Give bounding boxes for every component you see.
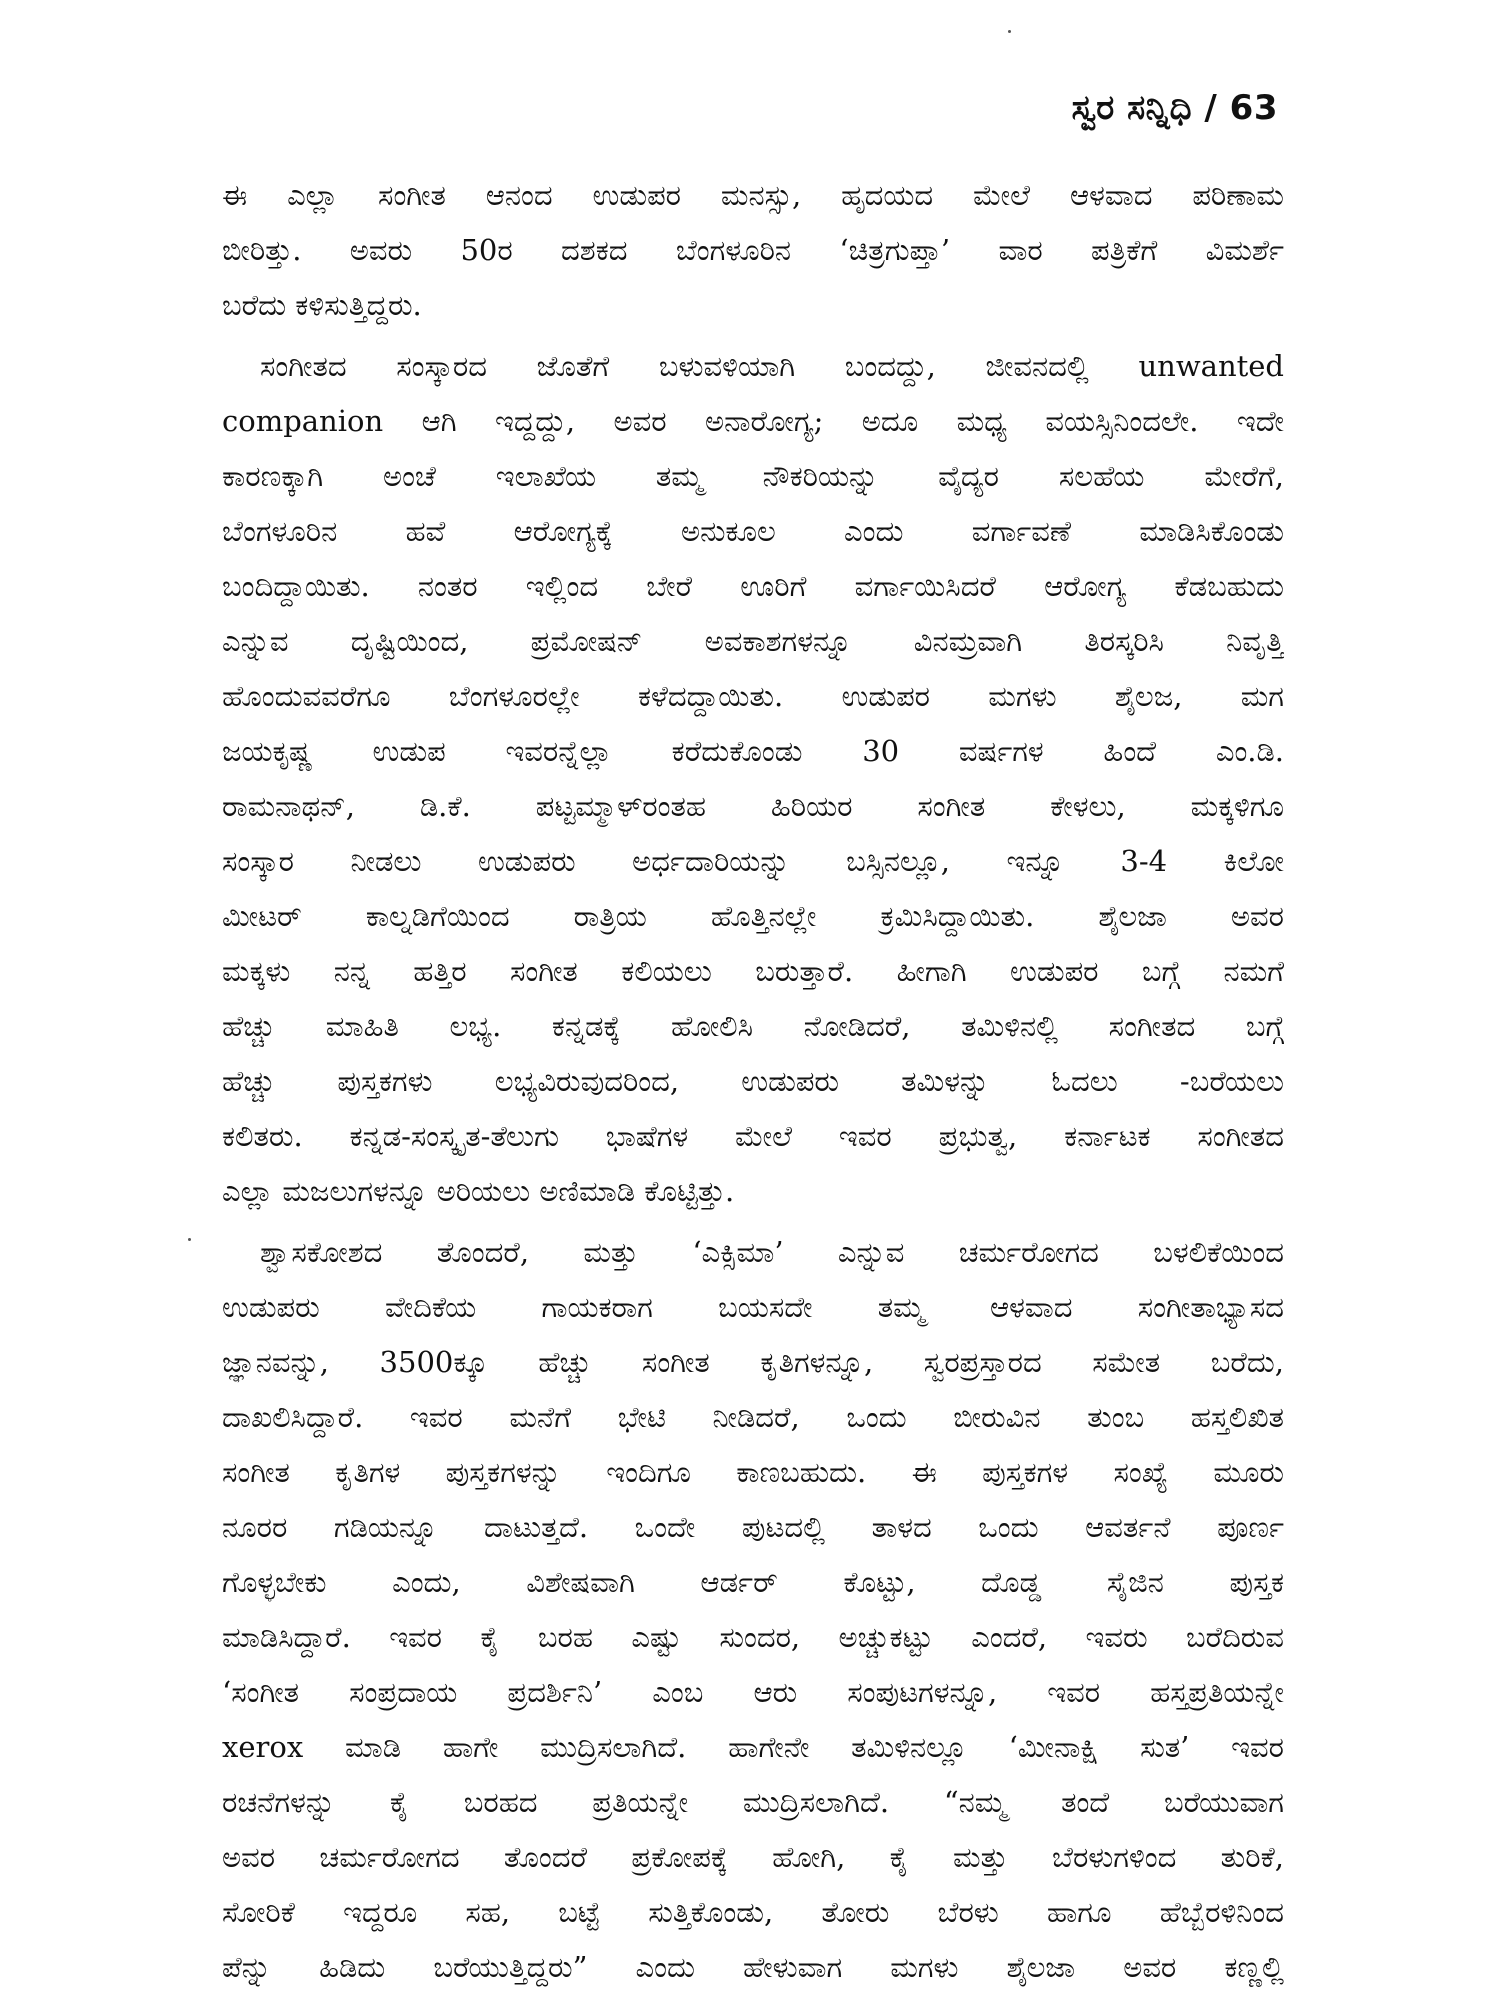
text-line: ಬರೆದು ಕಳಿಸುತ್ತಿದ್ದರು. <box>222 288 422 322</box>
body-text <box>222 168 1284 2001</box>
text-line: ಜ್ಞಾನವನ್ನು, 3500ಕ್ಕೂ ಹೆಚ್ಚು ಸಂಗೀತ ಕೃತಿಗಳನ್ನೂ, ಸ್ವರಪ್ರಸ್ತಾರದ ಸಮೇತ ಬರೆದು, <box>222 1345 1284 1379</box>
text-line: ‘ಸಂಗೀತ ಸಂಪ್ರದಾಯ ಪ್ರದರ್ಶಿನಿ’ ಎಂಬ ಆರು ಸಂಪುಟಗಳನ್ನೂ, ಇವರ ಹಸ್ತಪ್ರತಿಯನ್ನೇ <box>222 1675 1284 1709</box>
text-line: ಎಲ್ಲಾ ಮಜಲುಗಳನ್ನೂ ಅರಿಯಲು ಅಣಿಮಾಡಿ ಕೊಟ್ಟಿತ್ತು. <box>222 1174 735 1208</box>
text-line: ಶ್ವಾಸಕೋಶದ ತೊಂದರೆ, ಮತ್ತು ‘ಎಕ್ಸಿಮಾ’ ಎನ್ನುವ ಚರ್ಮರೋಗದ ಬಳಲಿಕೆಯಿಂದ <box>260 1235 1284 1269</box>
text-line: ಹೊಂದುವವರೆಗೂ ಬೆಂಗಳೂರಲ್ಲೇ ಕಳೆದದ್ದಾಯಿತು. ಉಡುಪರ ಮಗಳು ಶೈಲಜ, ಮಗ <box>222 679 1284 713</box>
text-line: ಕಾರಣಕ್ಕಾಗಿ ಅಂಚೆ ಇಲಾಖೆಯ ತಮ್ಮ ನೌಕರಿಯನ್ನು ವೈದ್ಯರ ಸಲಹೆಯ ಮೇರೆಗೆ, <box>222 459 1284 493</box>
text-line: xerox ಮಾಡಿ ಹಾಗೇ ಮುದ್ರಿಸಲಾಗಿದೆ. ಹಾಗೇನೇ ತಮಿಳಿನಲ್ಲೂ ‘ಮೀನಾಕ್ಷಿ ಸುತ’ ಇವರ <box>222 1730 1284 1764</box>
text-line: ಅವರ ಚರ್ಮರೋಗದ ತೊಂದರೆ ಪ್ರಕೋಪಕ್ಕೆ ಹೋಗಿ, ಕೈ ಮತ್ತು ಬೆರಳುಗಳಿಂದ ತುರಿಕೆ, <box>222 1840 1284 1874</box>
text-line: ಪೆನ್ನು ಹಿಡಿದು ಬರೆಯುತ್ತಿದ್ದರು” ಎಂದು ಹೇಳುವಾಗ ಮಗಳು ಶೈಲಜಾ ಅವರ ಕಣ್ಣಲ್ಲಿ <box>222 1950 1284 1984</box>
text-line: ನೂರರ ಗಡಿಯನ್ನೂ ದಾಟುತ್ತದೆ. ಒಂದೇ ಪುಟದಲ್ಲಿ ತಾಳದ ಒಂದು ಆವರ್ತನೆ ಪೂರ್ಣ <box>222 1510 1284 1544</box>
text-line: ಹೆಚ್ಚು ಮಾಹಿತಿ ಲಭ್ಯ. ಕನ್ನಡಕ್ಕೆ ಹೋಲಿಸಿ ನೋಡಿದರೆ, ತಮಿಳಿನಲ್ಲಿ ಸಂಗೀತದ ಬಗ್ಗೆ <box>222 1009 1284 1043</box>
text-line: ಮೀಟರ್ ಕಾಲ್ನಡಿಗೆಯಿಂದ ರಾತ್ರಿಯ ಹೊತ್ತಿನಲ್ಲೇ ಕ್ರಮಿಸಿದ್ದಾಯಿತು. ಶೈಲಜಾ ಅವರ <box>222 899 1284 933</box>
text-line: ಗೊಳ್ಳಬೇಕು ಎಂದು, ವಿಶೇಷವಾಗಿ ಆರ್ಡರ್ ಕೊಟ್ಟು, ದೊಡ್ಡ ಸೈಜಿನ ಪುಸ್ತಕ <box>222 1565 1284 1599</box>
text-line: ಸಂಗೀತದ ಸಂಸ್ಕಾರದ ಜೊತೆಗೆ ಬಳುವಳಿಯಾಗಿ ಬಂದದ್ದು, ಜೀವನದಲ್ಲಿ unwanted <box>260 349 1284 383</box>
paragraph-1 <box>222 168 1284 333</box>
text-line: companion ಆಗಿ ಇದ್ದದ್ದು, ಅವರ ಅನಾರೋಗ್ಯ; ಅದೂ ಮಧ್ಯ ವಯಸ್ಸಿನಿಂದಲೇ. ಇದೇ <box>222 404 1284 438</box>
paragraph-3 <box>222 1225 1284 1995</box>
text-line: ದಾಖಲಿಸಿದ್ದಾರೆ. ಇವರ ಮನೆಗೆ ಭೇಟಿ ನೀಡಿದರೆ, ಒಂದು ಬೀರುವಿನ ತುಂಬ ಹಸ್ತಲಿಖಿತ <box>222 1400 1284 1434</box>
text-line: ರಚನೆಗಳನ್ನು ಕೈ ಬರಹದ ಪ್ರತಿಯನ್ನೇ ಮುದ್ರಿಸಲಾಗಿದೆ. “ನಮ್ಮ ತಂದೆ ಬರೆಯುವಾಗ <box>222 1785 1284 1819</box>
text-line: ರಾಮನಾಥನ್, ಡಿ.ಕೆ. ಪಟ್ಟಮ್ಮಾಳ್‌ರಂತಹ ಹಿರಿಯರ ಸಂಗೀತ ಕೇಳಲು, ಮಕ್ಕಳಿಗೂ <box>222 789 1284 823</box>
text-line: ಮಕ್ಕಳು ನನ್ನ ಹತ್ತಿರ ಸಂಗೀತ ಕಲಿಯಲು ಬರುತ್ತಾರೆ. ಹೀಗಾಗಿ ಉಡುಪರ ಬಗ್ಗೆ ನಮಗೆ <box>222 954 1284 988</box>
text-line: ಈ ಎಲ್ಲಾ ಸಂಗೀತ ಆನಂದ ಉಡುಪರ ಮನಸ್ಸು, ಹೃದಯದ ಮೇಲೆ ಆಳವಾದ ಪರಿಣಾಮ <box>222 178 1284 212</box>
text-line: ಹೆಚ್ಚು ಪುಸ್ತಕಗಳು ಲಭ್ಯವಿರುವುದರಿಂದ, ಉಡುಪರು ತಮಿಳನ್ನು ಓದಲು -ಬರೆಯಲು <box>222 1064 1284 1098</box>
page-header: ಸ್ವರ ಸನ್ನಿಧಿ / 63 <box>1071 88 1278 128</box>
text-line: ಬಂದಿದ್ದಾಯಿತು. ನಂತರ ಇಲ್ಲಿಂದ ಬೇರೆ ಊರಿಗೆ ವರ್ಗಾಯಿಸಿದರೆ ಆರೋಗ್ಯ ಕೆಡಬಹುದು <box>222 569 1284 603</box>
text-line: ಬೀರಿತ್ತು. ಅವರು 50ರ ದಶಕದ ಬೆಂಗಳೂರಿನ ‘ಚಿತ್ರಗುಪ್ತಾ’ ವಾರ ಪತ್ರಿಕೆಗೆ ವಿಮರ್ಶೆ <box>222 233 1284 267</box>
text-line: ಉಡುಪರು ವೇದಿಕೆಯ ಗಾಯಕರಾಗ ಬಯಸದೇ ತಮ್ಮ ಆಳವಾದ ಸಂಗೀತಾಭ್ಯಾಸದ <box>222 1290 1284 1324</box>
paragraph-2 <box>222 339 1284 1219</box>
text-line: ಸಂಗೀತ ಕೃತಿಗಳ ಪುಸ್ತಕಗಳನ್ನು ಇಂದಿಗೂ ಕಾಣಬಹುದು. ಈ ಪುಸ್ತಕಗಳ ಸಂಖ್ಯೆ ಮೂರು <box>222 1455 1284 1489</box>
text-line: ಬೆಂಗಳೂರಿನ ಹವೆ ಆರೋಗ್ಯಕ್ಕೆ ಅನುಕೂಲ ಎಂದು ವರ್ಗಾವಣೆ ಮಾಡಿಸಿಕೊಂಡು <box>222 514 1284 548</box>
text-line: ಸಂಸ್ಕಾರ ನೀಡಲು ಉಡುಪರು ಅರ್ಧದಾರಿಯನ್ನು ಬಸ್ಸಿನಲ್ಲೂ, ಇನ್ನೂ 3-4 ಕಿಲೋ <box>222 844 1284 878</box>
scan-speck <box>1008 30 1011 33</box>
scan-speck <box>188 1238 191 1241</box>
text-line: ಜಯಕೃಷ್ಣ ಉಡುಪ ಇವರನ್ನೆಲ್ಲಾ ಕರೆದುಕೊಂಡು 30 ವರ್ಷಗಳ ಹಿಂದೆ ಎಂ.ಡಿ. <box>222 734 1284 768</box>
text-line: ಕಲಿತರು. ಕನ್ನಡ-ಸಂಸ್ಕೃತ-ತೆಲುಗು ಭಾಷೆಗಳ ಮೇಲೆ ಇವರ ಪ್ರಭುತ್ವ, ಕರ್ನಾಟಕ ಸಂಗೀತದ <box>222 1119 1284 1153</box>
text-line: ಮಾಡಿಸಿದ್ದಾರೆ. ಇವರ ಕೈ ಬರಹ ಎಷ್ಟು ಸುಂದರ, ಅಚ್ಚುಕಟ್ಟು ಎಂದರೆ, ಇವರು ಬರೆದಿರುವ <box>222 1620 1284 1654</box>
text-line: ಸೋರಿಕೆ ಇದ್ದರೂ ಸಹ, ಬಟ್ಟೆ ಸುತ್ತಿಕೊಂಡು, ತೋರು ಬೆರಳು ಹಾಗೂ ಹೆಬ್ಬೆರಳಿನಿಂದ <box>222 1895 1284 1929</box>
text-line: ಎನ್ನುವ ದೃಷ್ಟಿಯಿಂದ, ಪ್ರಮೋಷನ್ ಅವಕಾಶಗಳನ್ನೂ ವಿನಮ್ರವಾಗಿ ತಿರಸ್ಕರಿಸಿ ನಿವೃತ್ತಿ <box>222 624 1284 658</box>
